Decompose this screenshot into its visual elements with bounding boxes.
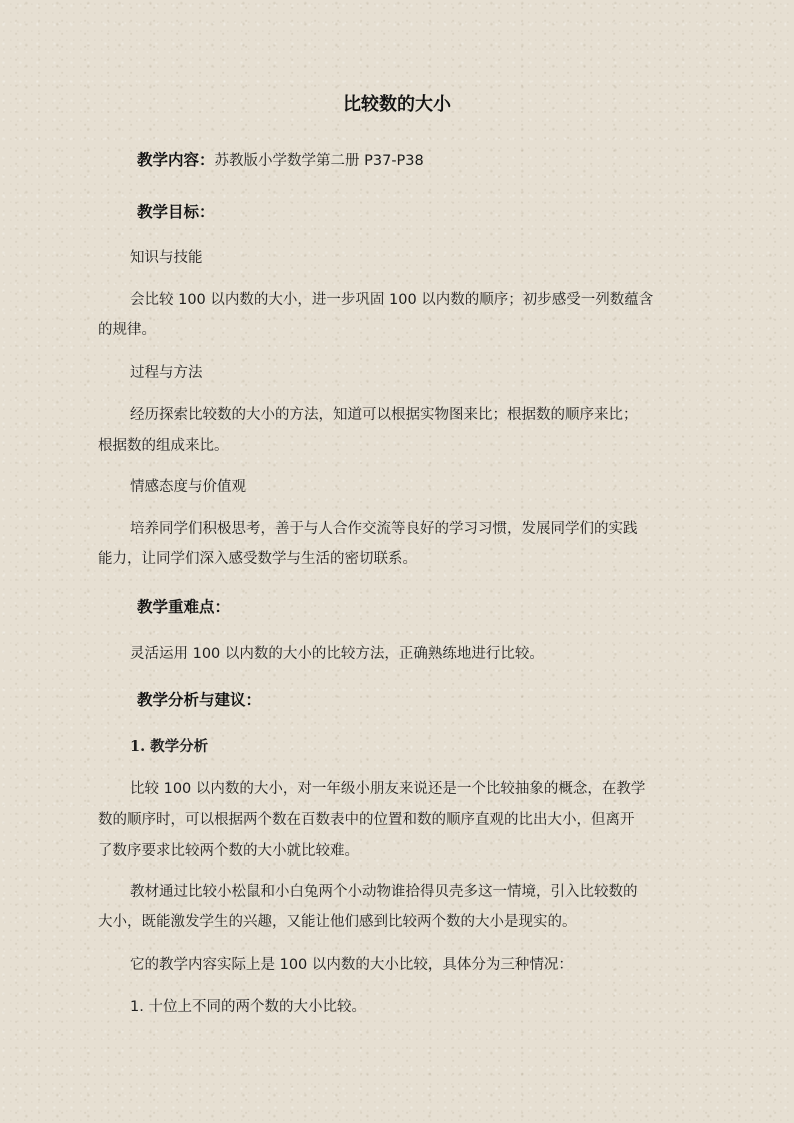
analysis-p3: 它的教学内容实际上是 100 以内数的大小比较，具体分为三种情况： [130,957,573,973]
teaching-content-line [137,150,424,171]
objectives-heading: 教学目标： [137,202,215,221]
knowledge-heading: 知识与技能 [130,250,203,266]
knowledge-text-line-2: 的规律。 [98,322,156,338]
emotion-heading: 情感态度与价值观 [130,479,246,495]
analysis-p1-line-2: 数的顺序时，可以根据两个数在百数表中的位置和数的顺序直观的比出大小，但离开 [98,812,635,828]
analysis-p1-line-1: 比较 100 以内数的大小，对一年级小朋友来说还是一个比较抽象的概念，在教学 [130,781,646,797]
knowledge-text-line-1: 会比较 100 以内数的大小，进一步巩固 100 以内数的顺序；初步感受一列数蕴含 [130,292,654,308]
document-title: 比较数的大小 [343,94,451,115]
analysis-sub-heading: 1. 教学分析 [130,738,209,755]
analysis-p2-line-1: 教材通过比较小松鼠和小白兔两个小动物谁拾得贝壳多这一情境，引入比较数的 [130,884,638,900]
analysis-p1-line-3: 了数序要求比较两个数的大小就比较难。 [98,843,359,859]
analysis-p2-line-2: 大小，既能激发学生的兴趣，又能让他们感到比较两个数的大小是现实的。 [98,914,577,930]
difficulty-heading: 教学重难点： [137,597,231,616]
emotion-text-line-1: 培养同学们积极思考，善于与人合作交流等良好的学习习惯，发展同学们的实践 [130,521,638,537]
process-text-line-2: 根据数的组成来比。 [98,438,229,454]
analysis-item-1: 1. 十位上不同的两个数的大小比较。 [130,999,366,1015]
emotion-text-line-2: 能力，让同学们深入感受数学与生活的密切联系。 [98,551,417,567]
teaching-content-value: 苏教版小学数学第二册 P37-P38 [214,153,424,169]
analysis-heading: 教学分析与建议： [137,690,262,709]
teaching-content-label: 教学内容： [137,150,215,169]
process-heading: 过程与方法 [130,365,203,381]
process-text-line-1: 经历探索比较数的大小的方法，知道可以根据实物图来比；根据数的顺序来比； [130,407,638,423]
difficulty-text: 灵活运用 100 以内数的大小的比较方法，正确熟练地进行比较。 [130,646,544,662]
